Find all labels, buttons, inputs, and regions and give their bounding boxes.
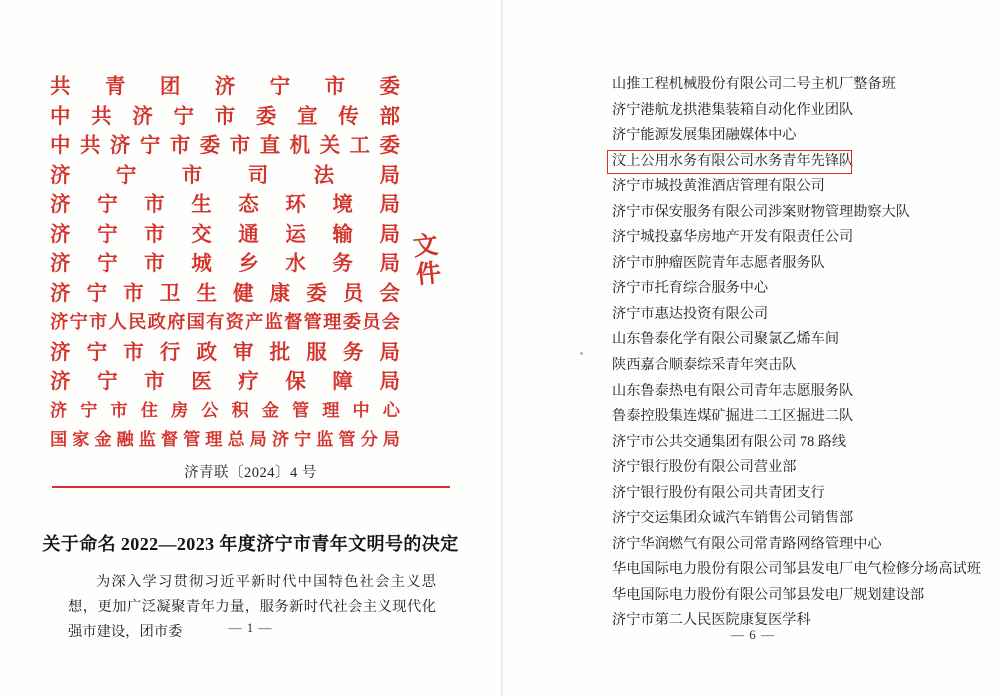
list-item: 济宁市城投黄淮酒店管理有限公司: [612, 178, 825, 195]
scan-artifact-dot: [580, 352, 583, 355]
decision-title: 关于命名 2022—2023 年度济宁市青年文明号的决定: [42, 534, 459, 554]
issuer-line: 济 宁 市 行 政 审 批 服 务 局: [50, 339, 400, 364]
issuer-line: 济 宁 市 住 房 公 积 金 管 理 中 心: [50, 400, 400, 421]
list-item: 济宁市惠达投资有限公司: [612, 305, 769, 322]
list-item: 济宁银行股份有限公司共青团支行: [612, 484, 825, 501]
list-item: 山推工程机械股份有限公司二号主机厂整备班: [612, 76, 896, 92]
list-item: 济宁市肿瘤医院青年志愿者服务队: [612, 254, 825, 271]
list-item: 济宁能源发展集团融媒体中心: [612, 127, 797, 144]
issuer-line: 济宁市人民政府国有资产监督管理委员会: [50, 312, 400, 333]
list-item-highlighted: 汶上公用水务有限公司水务青年先锋队: [612, 152, 854, 169]
list-item: 山东鲁泰热电有限公司青年志愿服务队: [612, 382, 854, 399]
awarded-units-list: [610, 72, 981, 634]
red-divider-rule: [52, 486, 450, 488]
list-item: 华电国际电力股份有限公司邹县发电厂电气检修分场高试班: [612, 561, 981, 578]
issuing-agencies-block: [50, 72, 400, 456]
page-gutter: [501, 0, 503, 696]
issuer-line: 济 宁 市 司 法 局: [50, 162, 400, 187]
list-item: 济宁交运集团众诚汽车销售公司销售部: [612, 510, 854, 527]
document-number: 济青联〔2024〕4 号: [184, 465, 317, 481]
left-page-number: — 1 —: [228, 620, 273, 635]
issuer-line: 济 宁 市 卫 生 健 康 委 员 会: [50, 280, 400, 305]
issuer-line: 济 宁 市 城 乡 水 务 局: [50, 251, 400, 275]
right-page-number: — 6 —: [731, 627, 775, 642]
wenjian-stamp-label: 文件: [411, 229, 443, 290]
list-item: 华电国际电力股份有限公司邹县发电厂规划建设部: [612, 586, 925, 603]
list-item: 济宁市公共交通集团有限公司 78 路线: [612, 433, 847, 450]
decision-body-paragraph: 为深入学习贯彻习近平新时代中国特色社会主义思想，更加广泛凝聚青年力量，服务新时代社会主义现代化强市建设，团市委: [68, 574, 436, 640]
issuer-line: 中 共 济 宁 市 委 宣 传 部: [50, 103, 400, 128]
issuer-line: 中 共 济 宁 市 委 市 直 机 关 工 委: [50, 133, 400, 157]
list-item: 鲁泰控股集连煤矿掘进二工区掘进二队: [612, 408, 854, 425]
list-item: 济宁港航龙拱港集装箱自动化作业团队: [612, 101, 854, 118]
issuer-line: 共 青 团 济 宁 市 委: [50, 74, 400, 98]
issuer-line: 济 宁 市 交 通 运 输 局: [50, 221, 400, 246]
list-item: 济宁银行股份有限公司营业部: [612, 459, 797, 476]
list-item: 济宁城投嘉华房地产开发有限责任公司: [612, 229, 854, 246]
issuer-line: 济 宁 市 医 疗 保 障 局: [50, 369, 400, 393]
list-item: 济宁市第二人民医院康复医学科: [612, 612, 811, 629]
issuer-line: 济 宁 市 生 态 环 境 局: [50, 192, 400, 216]
list-item: 济宁华润燃气有限公司常青路网络管理中心: [612, 535, 882, 552]
list-item: 济宁市保安服务有限公司涉案财物管理勘察大队: [612, 203, 910, 220]
list-item: 陕西嘉合顺泰综采青年突击队: [612, 357, 797, 374]
list-item: 济宁市托育综合服务中心: [612, 280, 769, 297]
issuer-line: 国家金融监督管理总局济宁监管分局: [50, 430, 400, 450]
list-item: 山东鲁泰化学有限公司聚氯乙烯车间: [612, 331, 840, 348]
